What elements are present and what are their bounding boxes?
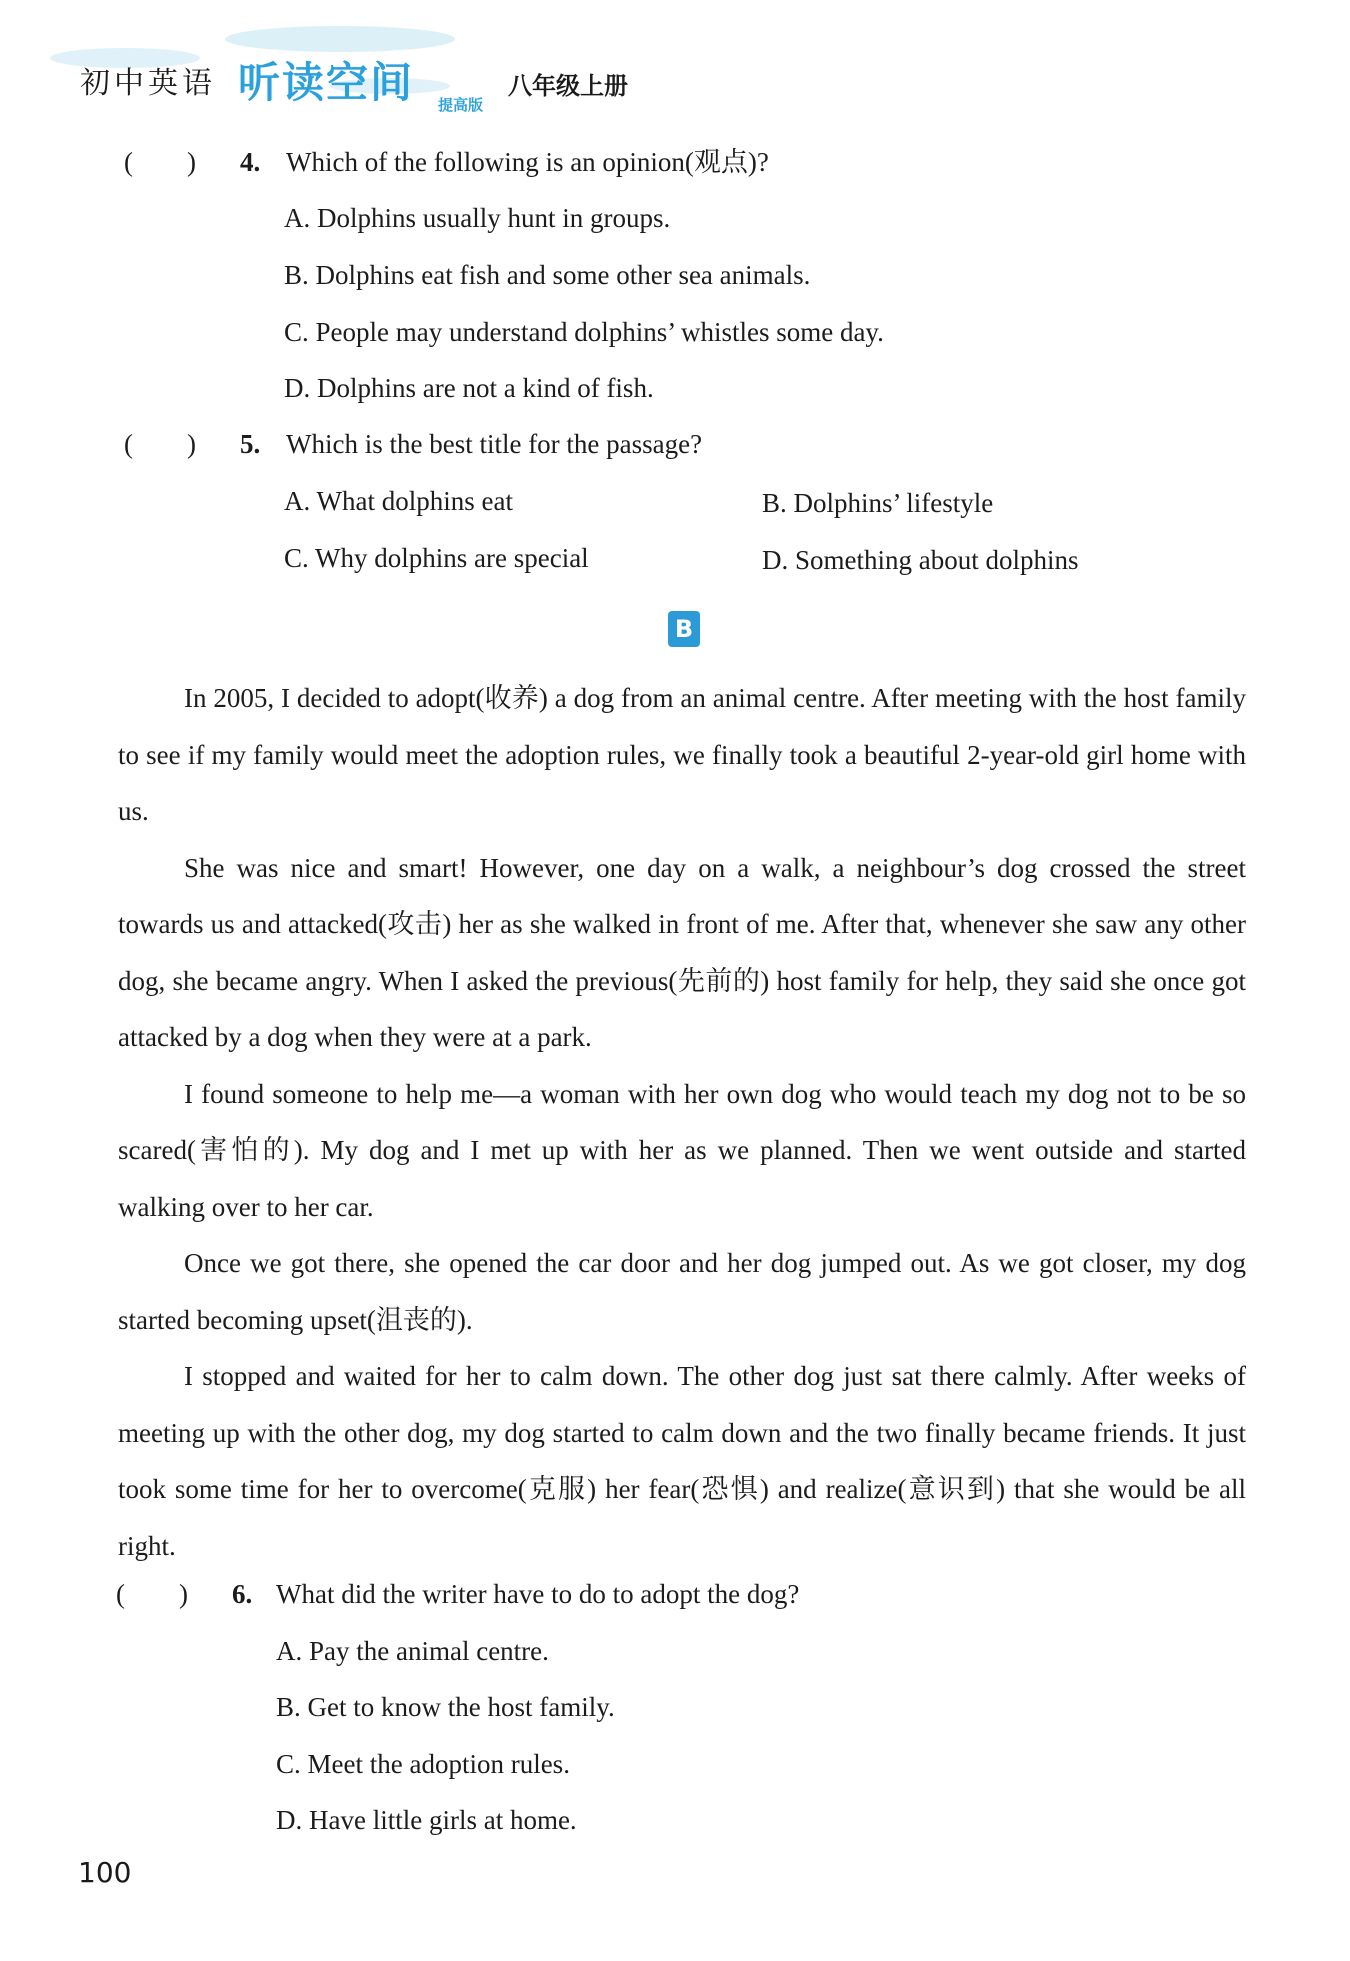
question-number: 5. [240, 429, 261, 459]
option-b: B. Dolphins’ lifestyle [762, 488, 994, 518]
question-text: Which is the best title for the passage? [286, 429, 703, 459]
grade-label: 八年级上册 [508, 72, 628, 100]
passage-paragraph: I found someone to help me—a woman with her own dog who would teach my dog not to be so scared(害怕的). My dog and I met up with her as we planned. Then we went outside and started walking over to her car. [118, 1078, 1246, 1222]
option-b: B. Dolphins eat fish and some other sea animals. [284, 260, 811, 290]
page-number: 100 [78, 1856, 132, 1889]
cloud-decoration [225, 26, 455, 52]
option-b: B. Get to know the host family. [276, 1692, 615, 1722]
option-a: A. Pay the animal centre. [276, 1636, 549, 1666]
series-title: 初中英语 [80, 66, 216, 101]
answer-blank[interactable]: ( ) [124, 147, 196, 177]
option-d: D. Have little girls at home. [276, 1805, 577, 1835]
option-c: C. People may understand dolphins’ whistles some day. [284, 317, 884, 347]
option-a: A. What dolphins eat [284, 486, 513, 516]
option-d: D. Dolphins are not a kind of fish. [284, 373, 654, 403]
answer-blank[interactable]: ( ) [124, 429, 196, 459]
passage [118, 670, 1246, 1574]
edition-label: 提高版 [438, 96, 484, 114]
option-c: C. Meet the adoption rules. [276, 1749, 570, 1779]
question-number: 6. [232, 1579, 253, 1609]
page-header [0, 0, 1350, 120]
question-number: 4. [240, 147, 261, 177]
brand-logo: 听读空间 [238, 58, 415, 107]
option-a: A. Dolphins usually hunt in groups. [284, 203, 671, 233]
section-badge: B [668, 611, 700, 647]
question-text: Which of the following is an opinion(观点)? [286, 147, 769, 177]
passage-paragraph: In 2005, I decided to adopt(收养) a dog from an animal centre. After meeting with the host family to see if my family would meet the adoption rules, we finally took a beautiful 2-year-old girl home with us. [118, 683, 1246, 826]
passage-paragraph: She was nice and smart! However, one day on a walk, a neighbour’s dog crossed the street towards us and attacked(攻击) her as she walked in front of me. After that, whenever she saw any other dog, she became angry. When I asked the previous(先前的) host family for help, they said she once got attacked by a dog when they were at a park. [118, 852, 1246, 1052]
passage-paragraph: Once we got there, she opened the car door and her dog jumped out. As we got closer, my dog started becoming upset(沮丧的). [118, 1248, 1246, 1335]
option-c: C. Why dolphins are special [284, 543, 589, 573]
passage-paragraph: I stopped and waited for her to calm down. The other dog just sat there calmly. After weeks of meeting up with the other dog, my dog started to calm down and the two finally became friends. It just took some time for her to overcome(克服) her fear(恐惧) and realize(意识到) that she would be all right. [118, 1361, 1246, 1561]
answer-blank[interactable]: ( ) [116, 1579, 188, 1609]
option-d: D. Something about dolphins [762, 545, 1079, 575]
question-text: What did the writer have to do to adopt the dog? [276, 1579, 800, 1609]
